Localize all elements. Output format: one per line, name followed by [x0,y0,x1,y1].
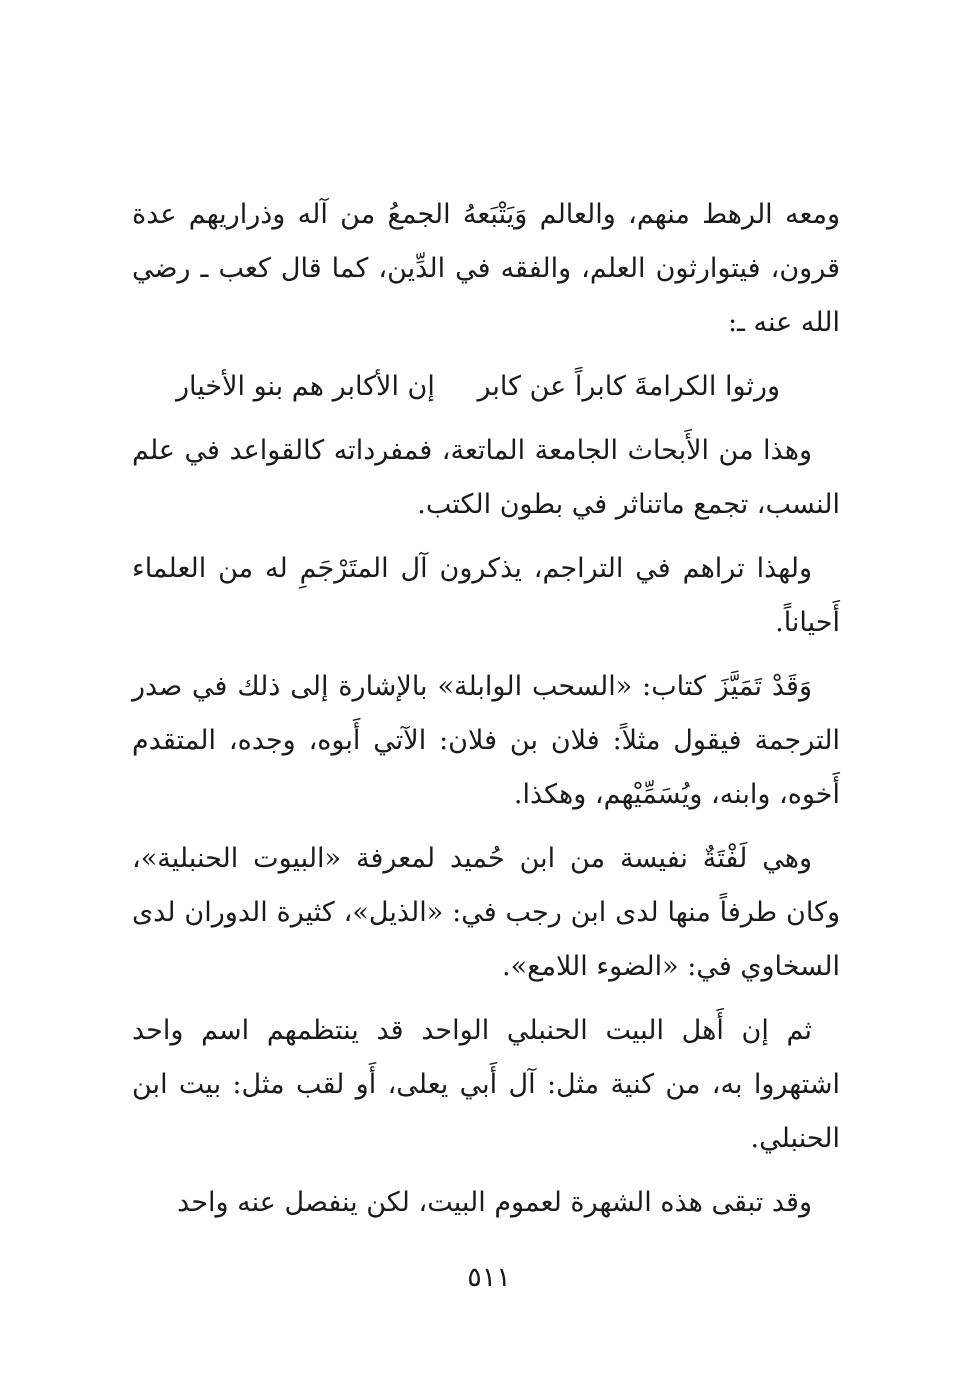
paragraph-6: ثم إن أَهل البيت الحنبلي الواحد قد ينتظمهم اسم واحد اشتهروا به، من كنية مثل: آل أَبي يعلى، أَو لقب مثل: بيت ابن الحنبلي. [132,1015,840,1154]
verse-first-hemistich: ورثوا الكرامةَ كابراً عن كابر [477,371,780,402]
paragraph-5: وهي لَفْتَةٌ نفيسة من ابن حُميد لمعرفة «البيوت الحنبلية»، وكان طرفاً منها لدى ابن رجب في: «الذيل»، كثيرة الدوران لدى السخاوي في: «الضوء اللامع». [132,843,840,982]
paragraph-2: وهذا من الأَبحاث الجامعة الماتعة، فمفرداته كالقواعد في علم النسب، تجمع ماتناثر في بطون الكتب. [132,435,840,520]
paragraph-3: ولهذا تراهم في التراجم، يذكرون آل المتَرْجَمِ له من العلماء أَحياناً. [132,553,840,638]
verse-second-hemistich: إن الأكابر هم بنو الأخيار [176,371,435,402]
poetry-verse [132,360,840,414]
page-number: ٥١١ [467,1262,511,1293]
body-text [132,188,840,1240]
paragraph-1: ومعه الرهط منهم، والعالم وَيَتْبَعهُ الجمعُ من آله وذراريهم عدة قرون، فيتوارثون العلم، والفقه في الدِّين، كما قال كعب ـ رضي الله عنه ـ: [132,199,840,338]
paragraph-4: وَقَدْ تَمَيَّزَ كتاب: «السحب الوابلة» بالإشارة إلى ذلك في صدر الترجمة فيقول مثلاً: فلان بن فلان: الآتي أَبوه، وجده، المتقدم أَخوه، وابنه، ويُسَمِّيْهم، وهكذا. [132,671,840,810]
paragraph-7: وقد تبقى هذه الشهرة لعموم البيت، لكن ينفصل عنه واحد [177,1187,812,1218]
